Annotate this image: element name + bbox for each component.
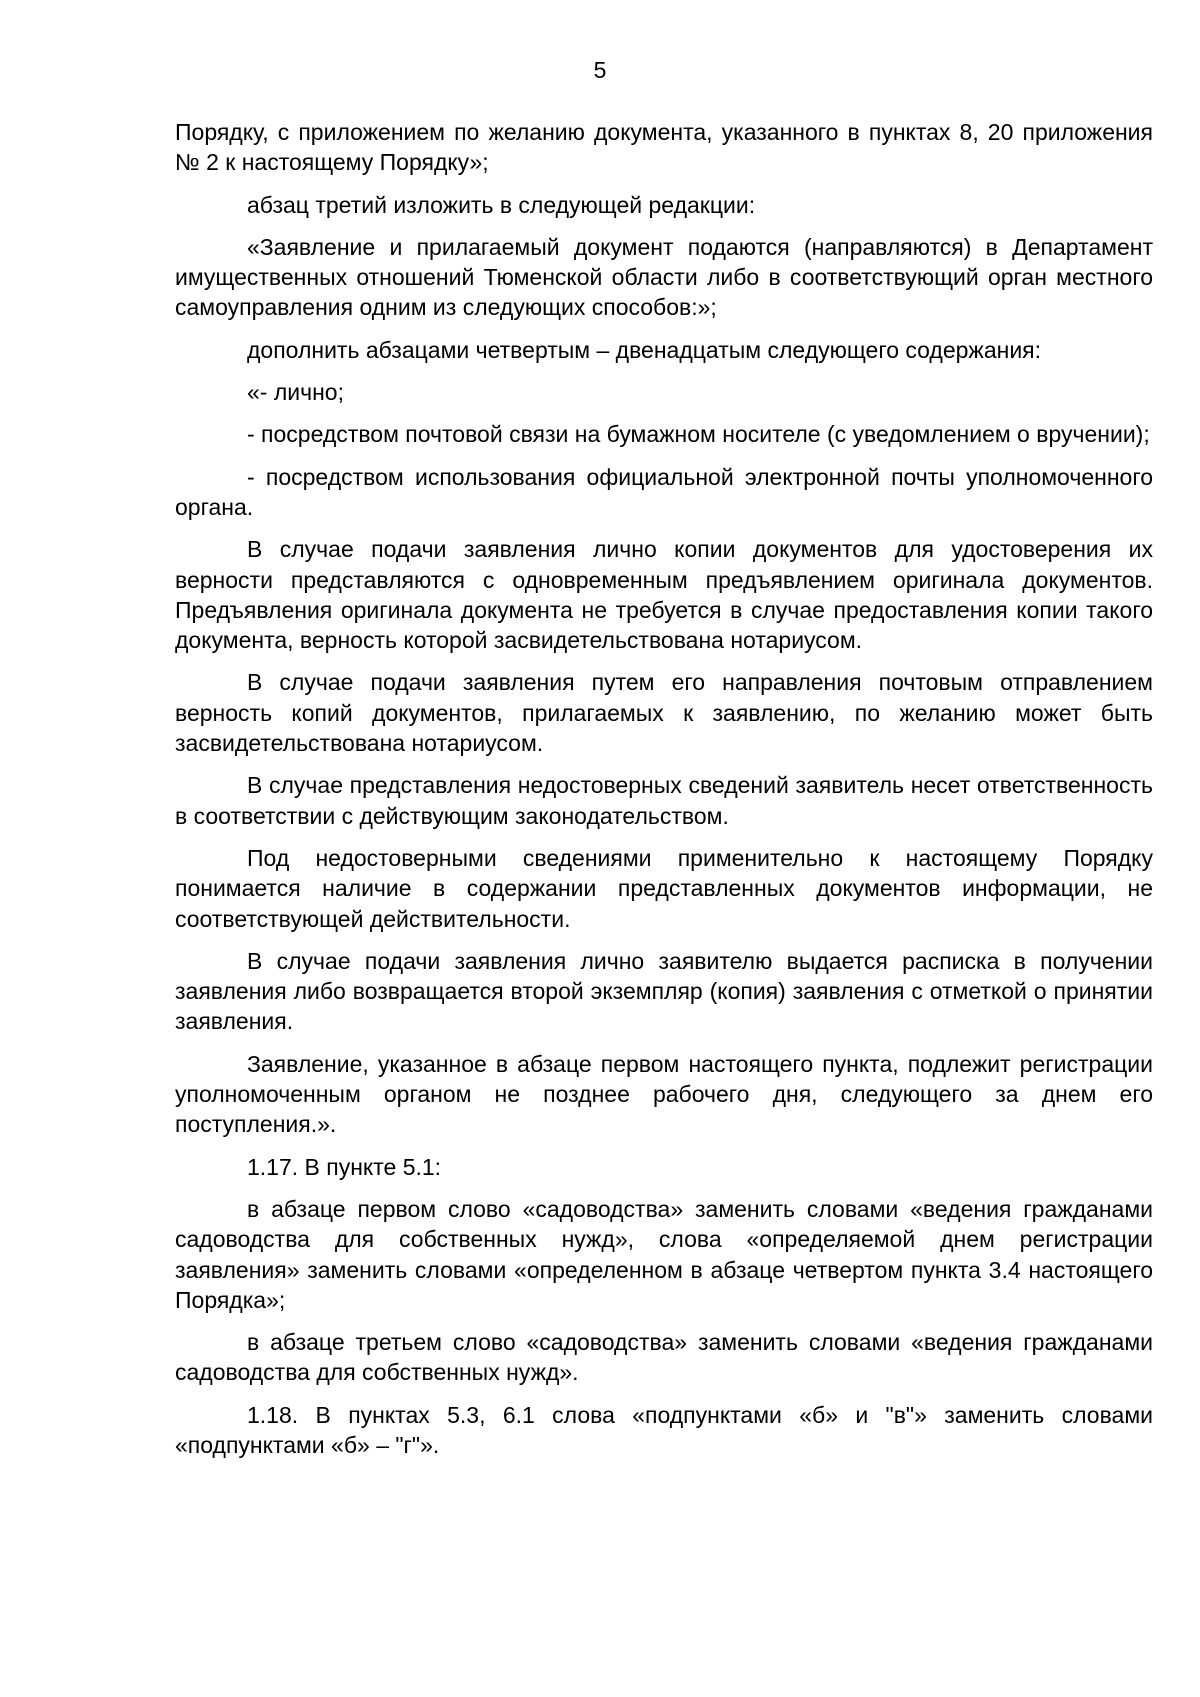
document-body [175, 117, 1153, 1472]
paragraph: В случае представления недостоверных сведений заявитель несет ответственность в соответствии с действующим законодательством. [175, 772, 1153, 829]
paragraph: в абзаце третьем слово «садоводства» заменить словами «ведения гражданами садоводства для собственных нужд». [175, 1329, 1153, 1386]
paragraph: абзац третий изложить в следующей редакции: [247, 191, 756, 218]
paragraph: В случае подачи заявления лично копии документов для удостоверения их верности представляются с одновременным предъявлением оригинала документов. Предъявления оригинала документа не требуется в случае предоставления копии такого документа, верность которой засвидетельствована нотариусом. [175, 536, 1153, 654]
paragraph-continuation: Порядку, с приложением по желанию документа, указанного в пунктах 8, 20 приложения № 2 к настоящему Порядку»; [175, 119, 1153, 176]
paragraph: - посредством почтовой связи на бумажном носителе (с уведомлением о вручении); [247, 421, 1150, 448]
paragraph: «- лично; [247, 379, 344, 406]
paragraph: 1.18. В пунктах 5.3, 6.1 слова «подпунктами «б» и "в"» заменить словами «подпунктами «б» – "г"». [175, 1401, 1153, 1458]
paragraph: - посредством использования официальной электронной почты уполномоченного органа. [175, 463, 1153, 520]
paragraph: в абзаце первом слово «садоводства» заменить словами «ведения гражданами садоводства для собственных нужд», слова «определяемой днем регистрации заявления» заменить словами «определенном в абзаце четвертом пункта 3.4 настоящего Порядка»; [175, 1195, 1153, 1313]
paragraph: «Заявление и прилагаемый документ подаются (направляются) в Департамент имущественных отношений Тюменской области либо в соответствующий орган местного самоуправления одним из следующих способов:»; [175, 233, 1153, 321]
paragraph: Под недостоверными сведениями применительно к настоящему Порядку понимается наличие в содержании представленных документов информации, не соответствующей действительности. [175, 844, 1153, 932]
paragraph: В случае подачи заявления лично заявителю выдается расписка в получении заявления либо возвращается второй экземпляр (копия) заявления с отметкой о принятии заявления. [175, 947, 1153, 1035]
page-number: 5 [593, 57, 607, 83]
paragraph: В случае подачи заявления путем его направления почтовым отправлением верность копий документов, прилагаемых к заявлению, по желанию может быть засвидетельствована нотариусом. [175, 669, 1153, 757]
paragraph: Заявление, указанное в абзаце первом настоящего пункта, подлежит регистрации уполномоченным органом не позднее рабочего дня, следующего за днем его поступления.». [175, 1050, 1153, 1138]
paragraph: дополнить абзацами четвертым – двенадцатым следующего содержания: [247, 336, 1042, 363]
paragraph-item-heading: 1.17. В пункте 5.1: [247, 1153, 442, 1180]
